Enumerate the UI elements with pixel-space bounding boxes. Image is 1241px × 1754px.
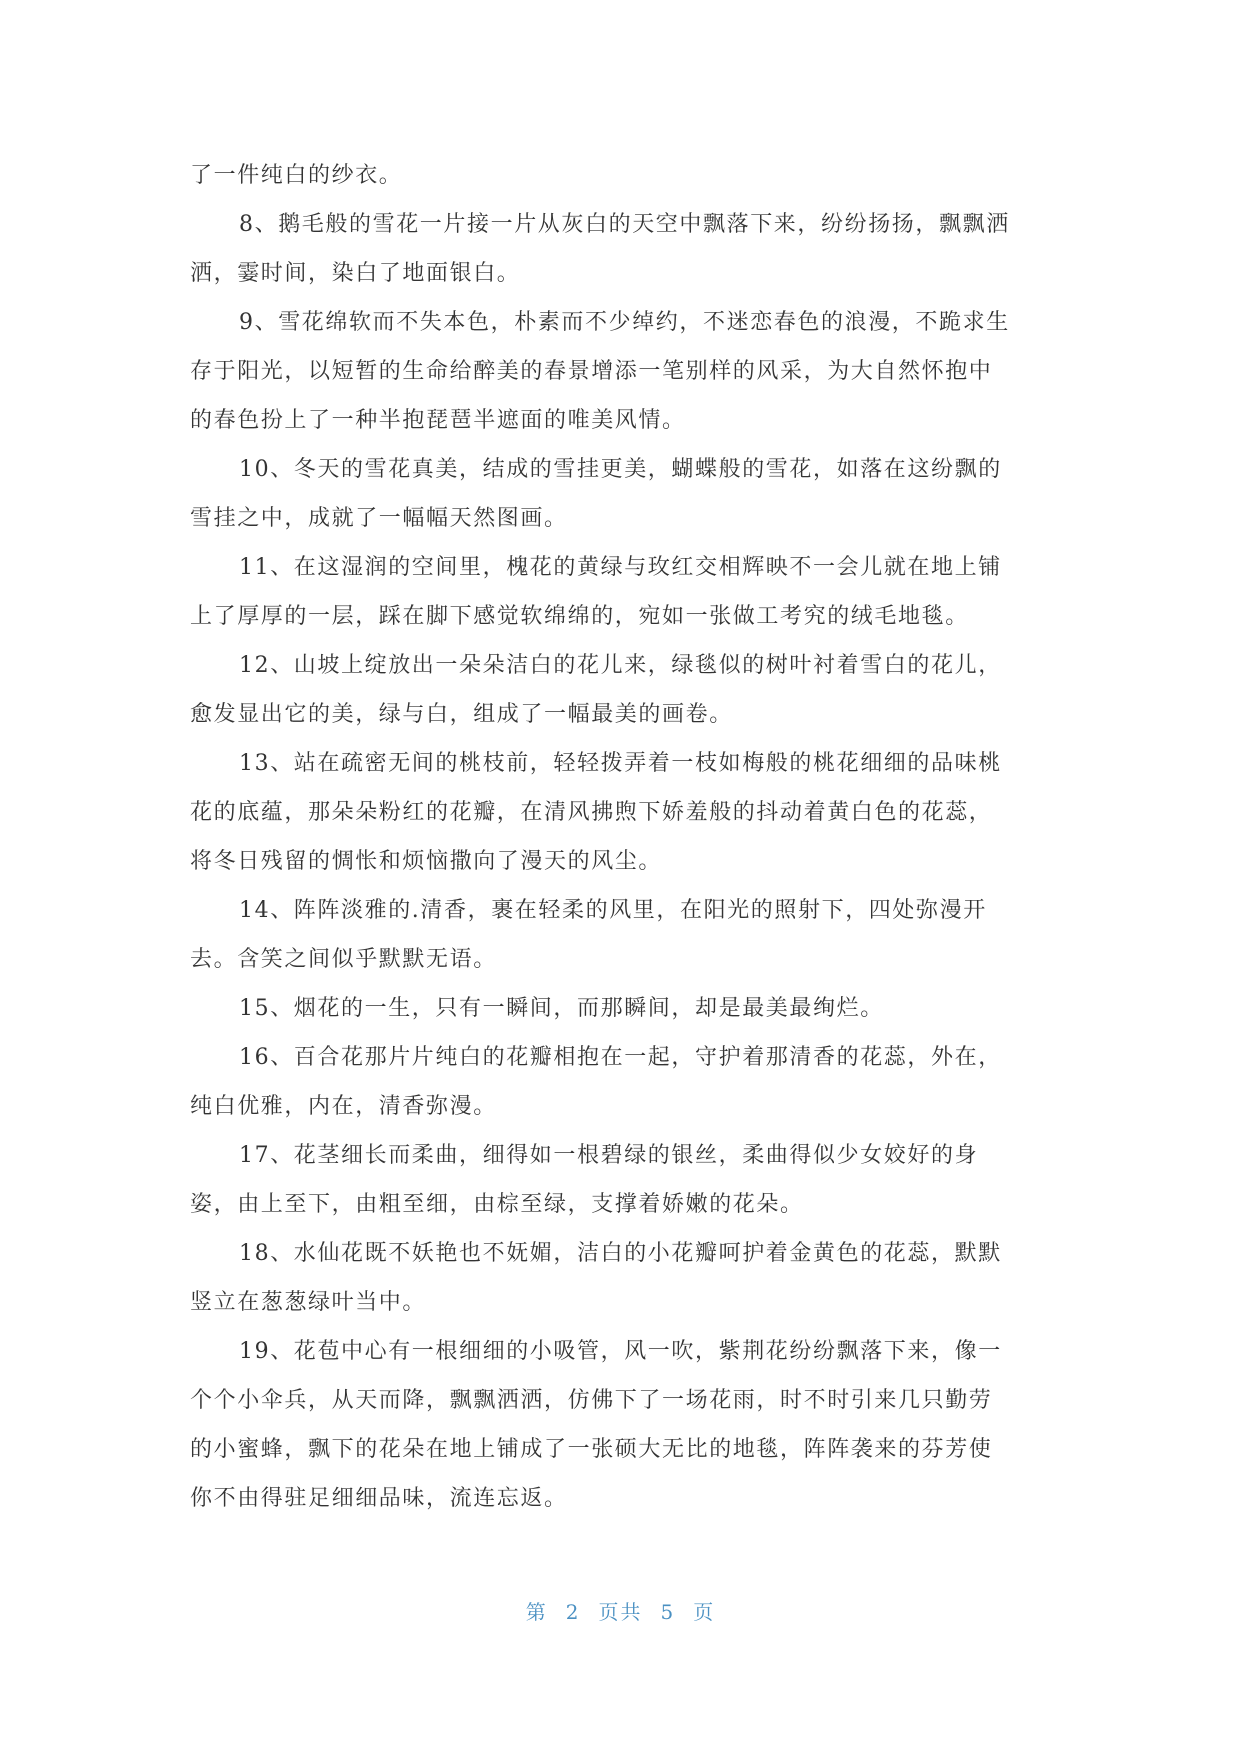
text-line: 个个小伞兵，从天而降，飘飘洒洒，仿佛下了一场花雨，时不时引来几只勤劳 [190, 1388, 993, 1413]
text-line: 17、花茎细长而柔曲，细得如一根碧绿的银丝，柔曲得似少女姣好的身 [239, 1143, 979, 1168]
paragraph [190, 298, 1050, 445]
text-line: 8、鹅毛般的雪花一片接一片从灰白的天空中飘落下来，纷纷扬扬，飘飘洒 [239, 212, 1010, 237]
text-line: 雪挂之中，成就了一幅幅天然图画。 [190, 506, 568, 531]
paragraph [190, 739, 1050, 886]
paragraph [190, 445, 1050, 543]
footer-suffix: 页 [693, 1600, 716, 1624]
text-line: 9、雪花绵软而不失本色，朴素而不少绰约，不迷恋春色的浪漫，不跪求生 [239, 310, 1010, 335]
paragraph [190, 886, 1050, 984]
text-line: 10、冬天的雪花真美，结成的雪挂更美，蝴蝶般的雪花，如落在这纷飘的 [239, 457, 1002, 482]
text-line: 存于阳光，以短暂的生命给醉美的春景增添一笔别样的风采，为大自然怀抱中 [190, 359, 993, 384]
text-line: 花的底蕴，那朵朵粉红的花瓣，在清风拂煦下娇羞般的抖动着黄白色的花蕊， [190, 800, 993, 825]
paragraph [190, 1229, 1050, 1327]
text-line: 19、花苞中心有一根细细的小吸管，风一吹，紫荆花纷纷飘落下来，像一 [239, 1339, 1002, 1364]
text-line: 了一件纯白的纱衣。 [190, 163, 403, 188]
footer-current-page: 2 [565, 1600, 581, 1624]
paragraph [190, 1131, 1050, 1229]
text-line: 你不由得驻足细细品味，流连忘返。 [190, 1486, 568, 1511]
text-line: 18、水仙花既不妖艳也不妩媚，洁白的小花瓣呵护着金黄色的花蕊，默默 [239, 1241, 1002, 1266]
paragraph [190, 1327, 1050, 1523]
text-line: 12、山坡上绽放出一朵朵洁白的花儿来，绿毯似的树叶衬着雪白的花儿， [239, 653, 1002, 678]
text-line: 的春色扮上了一种半抱琵琶半遮面的唯美风情。 [190, 408, 686, 433]
footer-prefix: 第 [525, 1600, 548, 1624]
text-line: 16、百合花那片片纯白的花瓣相抱在一起，守护着那清香的花蕊，外在， [239, 1045, 1002, 1070]
paragraph [190, 151, 1050, 200]
text-line: 愈发显出它的美，绿与白，组成了一幅最美的画卷。 [190, 702, 733, 727]
paragraph [190, 641, 1050, 739]
footer-middle: 页共 [598, 1600, 643, 1624]
paragraph [190, 1033, 1050, 1131]
text-line: 13、站在疏密无间的桃枝前，轻轻拨弄着一枝如梅般的桃花细细的品味桃 [239, 751, 1002, 776]
text-line: 去。含笑之间似乎默默无语。 [190, 947, 497, 972]
text-line: 14、阵阵淡雅的.清香，裹在轻柔的风里，在阳光的照射下，四处弥漫开 [239, 898, 987, 923]
text-line: 洒，霎时间，染白了地面银白。 [190, 261, 521, 286]
document-body [190, 151, 1050, 1523]
text-line: 15、烟花的一生，只有一瞬间，而那瞬间，却是最美最绚烂。 [239, 996, 884, 1021]
text-line: 上了厚厚的一层，踩在脚下感觉软绵绵的，宛如一张做工考究的绒毛地毯。 [190, 604, 969, 629]
footer-total-pages: 5 [660, 1600, 676, 1624]
text-line: 的小蜜蜂，飘下的花朵在地上铺成了一张硕大无比的地毯，阵阵袭来的芬芳使 [190, 1437, 993, 1462]
paragraph [190, 543, 1050, 641]
text-line: 纯白优雅，内在，清香弥漫。 [190, 1094, 497, 1119]
text-line: 竖立在葱葱绿叶当中。 [190, 1290, 427, 1315]
text-line: 将冬日残留的惆怅和烦恼撒向了漫天的风尘。 [190, 849, 663, 874]
text-line: 11、在这湿润的空间里，槐花的黄绿与玫红交相辉映不一会儿就在地上铺 [239, 555, 1002, 580]
paragraph [190, 200, 1050, 298]
text-line: 姿，由上至下，由粗至细，由棕至绿，支撑着娇嫩的花朵。 [190, 1192, 804, 1217]
page-footer [0, 1596, 1241, 1625]
paragraph [190, 984, 1050, 1033]
